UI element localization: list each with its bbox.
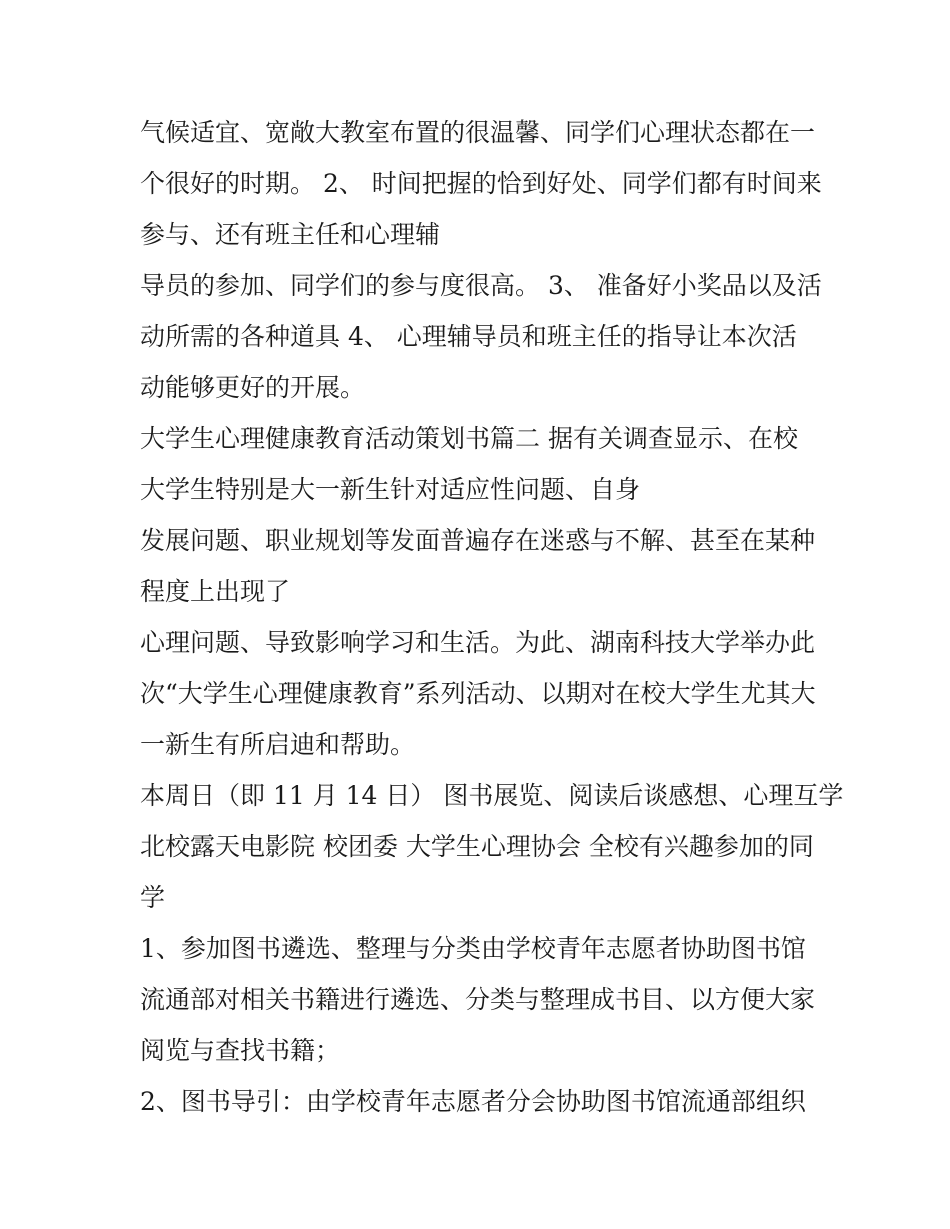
text-line: 气候适宜、宽敞大教室布置的很温馨、同学们心理状态都在一 — [140, 118, 816, 147]
text-line: 阅览与查找书籍； — [140, 1036, 341, 1065]
text-line: 大学生特别是大一新生针对适应性问题、自身 — [140, 475, 641, 504]
text-line: 1、参加图书遴选、整理与分类由学校青年志愿者协助图书馆 — [140, 934, 806, 963]
text-line: 北校露天电影院 校团委 大学生心理协会 全校有兴趣参加的同 — [140, 832, 814, 861]
text-line: 2、图书导引：由学校青年志愿者分会协助图书馆流通部组织 — [140, 1087, 806, 1116]
text-line: 本周日（即 11 月 14 日） 图书展览、阅读后谈感想、心理互学 — [140, 781, 844, 810]
text-line: 个很好的时期。 2、 时间把握的恰到好处、同学们都有时间来 — [140, 169, 822, 198]
text-line: 一新生有所启迪和帮助。 — [140, 730, 416, 759]
text-line: 导员的参加、同学们的参与度很高。 3、 准备好小奖品以及活 — [140, 271, 822, 300]
document-body — [140, 107, 844, 1127]
text-line: 动所需的各种道具 4、 心理辅导员和班主任的指导让本次活 — [140, 322, 797, 351]
text-line: 学 — [140, 883, 166, 912]
text-line: 心理问题、导致影响学习和生活。为此、湖南科技大学举办此 — [140, 628, 816, 657]
text-line: 发展问题、职业规划等发面普遍存在迷惑与不解、甚至在某种 — [140, 526, 816, 555]
text-line: 次“大学生心理健康教育”系列活动、以期对在校大学生尤其大 — [140, 679, 816, 708]
text-line: 程度上出现了 — [140, 577, 291, 606]
text-line: 大学生心理健康教育活动策划书篇二 据有关调查显示、在校 — [140, 424, 798, 453]
text-line: 动能够更好的开展。 — [140, 373, 366, 402]
text-line: 参与、还有班主任和心理辅 — [140, 220, 441, 249]
text-line: 流通部对相关书籍进行遴选、分类与整理成书目、以方便大家 — [140, 985, 816, 1014]
